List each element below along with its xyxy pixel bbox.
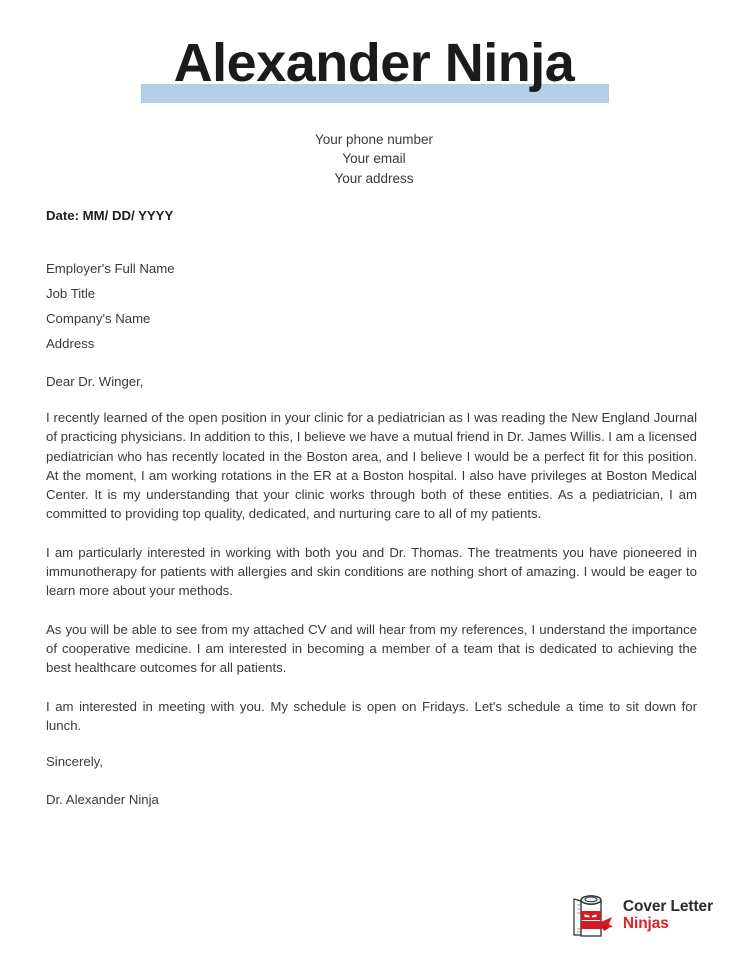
brand-name-line2: Ninjas — [622, 915, 669, 932]
recipient-block — [46, 256, 175, 356]
brand-logo — [568, 891, 713, 939]
salutation: Dear Dr. Winger, — [46, 374, 144, 389]
contact-block — [0, 130, 748, 188]
recipient-job-title: Job Title — [46, 286, 96, 301]
body-paragraph: I am particularly interested in working with both you and Dr. Thomas. The treatments you have pioneered in immunotherapy for patients with allergies and skin conditions are nothing short of amazing. I would be eager to learn more about your methods. — [46, 544, 697, 599]
recipient-company: Company's Name — [46, 311, 151, 326]
ninja-document-icon — [568, 891, 614, 939]
letter-body — [46, 408, 697, 810]
date-line: Date: MM/ DD/ YYYY — [46, 208, 174, 223]
recipient-name: Employer's Full Name — [46, 261, 175, 276]
contact-email: Your email — [342, 151, 406, 167]
recipient-address: Address — [46, 336, 95, 351]
brand-name-line1: Cover Letter — [622, 897, 713, 915]
body-paragraph: I am interested in meeting with you. My schedule is open on Fridays. Let's schedule a time to sit down for lunch. — [46, 698, 697, 733]
letter-header — [0, 0, 748, 112]
body-paragraph: As you will be able to see from my attached CV and will hear from my references, I understand the importance of cooperative medicine. I am interested in becoming a member of a team that is dedicated to achieving the best healthcare outcomes for all patients. — [46, 621, 697, 676]
contact-address: Your address — [334, 170, 414, 186]
signature-line: Dr. Alexander Ninja — [46, 792, 159, 808]
body-paragraph: I recently learned of the open position in your clinic for a pediatrician as I was reading the New England Journal of practicing physicians. In addition to this, I believe we have a mutual friend in Dr. James Willis. I am a licensed pediatrician who has recently located in the Boston area, and I believe I would be a perfect fit for this position. At the moment, I am working rotations in the ER at a Boston hospital. I also have privileges at Boston Medical Center. It is my understanding that your clinic works through both of these entities. As a pediatrician, I am committed to providing top quality, dedicated, and nurturing care to all of my patients. — [46, 410, 697, 522]
closing-line: Sincerely, — [46, 754, 103, 770]
page-title: Alexander Ninja — [173, 33, 575, 93]
brand-logo-text — [623, 898, 713, 933]
contact-phone: Your phone number — [314, 132, 434, 147]
